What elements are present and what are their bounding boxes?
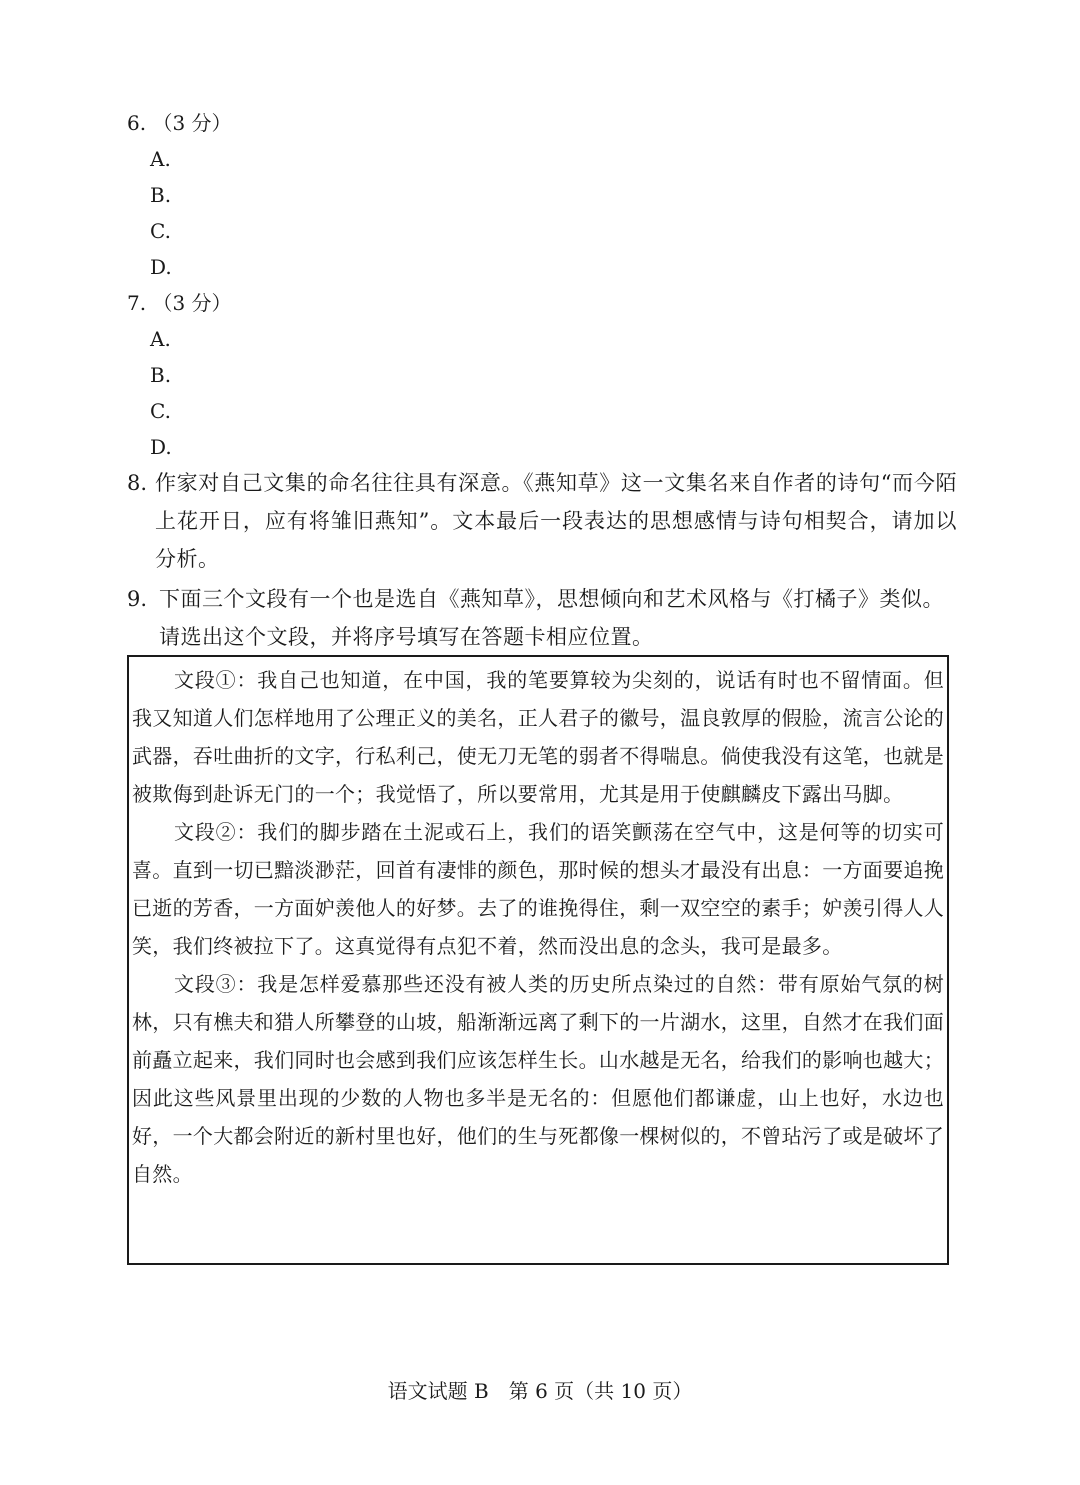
- question-6-option-c: C.: [150, 219, 171, 243]
- passage-1: 文段①：我自己也知道，在中国，我的笔要算较为尖刻的，说话有时也不留情面。但我又知道人们怎样地用了公理正义的美名，正人君子的徽号，温良敦厚的假脸，流言公论的武器，吞吐曲折的文字，行私利己，使无刀无笔的弱者不得喘息。倘使我没有这笔，也就是被欺侮到赴诉无门的一个；我觉悟了，所以要常用，尤其是用于使麒麟皮下露出马脚。: [132, 668, 944, 806]
- question-8-number: 8.: [127, 471, 148, 495]
- passage-3: 文段③：我是怎样爱慕那些还没有被人类的历史所点染过的自然：带有原始气氛的树林，只有樵夫和猎人所攀登的山坡，船渐渐远离了剩下的一片湖水，这里，自然才在我们面前矗立起来，我们同时也会感到我们应该怎样生长。山水越是无名，给我们的影响也越大；因此这些风景里出现的少数的人物也多半是无名的：但愿他们都谦虚，山上也好，水边也好，一个大都会附近的新村里也好，他们的生与死都像一棵树似的，不曾玷污了或是破坏了自然。: [132, 972, 944, 1186]
- question-6-header: 6. （3 分）: [127, 111, 232, 135]
- question-6-option-a: A.: [150, 147, 171, 171]
- question-7-option-c: C.: [150, 399, 171, 423]
- question-8: [127, 464, 957, 578]
- question-6-option-b: B.: [150, 183, 172, 207]
- page-footer: 语文试题 B 第 6 页（共 10 页）: [387, 1379, 693, 1403]
- question-7-option-d: D.: [150, 435, 172, 459]
- question-9: [127, 580, 957, 656]
- question-8-text: 作家对自己文集的命名往往具有深意。《燕知草》这一文集名来自作者的诗句“而今陌上花开日，应有将雏旧燕知”。文本最后一段表达的思想感情与诗句相契合，请加以分析。: [155, 471, 957, 571]
- question-9-text: 下面三个文段有一个也是选自《燕知草》，思想倾向和艺术风格与《打橘子》类似。请选出这个文段，并将序号填写在答题卡相应位置。: [159, 587, 944, 649]
- question-7-option-b: B.: [150, 363, 172, 387]
- question-6-option-d: D.: [150, 255, 172, 279]
- passage-box: [127, 655, 949, 1265]
- question-7-header: 7. （3 分）: [127, 291, 232, 315]
- passage-2: 文段②：我们的脚步踏在土泥或石上，我们的语笑颤荡在空气中，这是何等的切实可喜。直到一切已黯淡渺茫，回首有凄悱的颜色，那时候的想头才最没有出息：一方面要追挽已逝的芳香，一方面妒羡他人的好梦。去了的谁挽得住，剩一双空空的素手；妒羡引得人人笑，我们终被拉下了。这真觉得有点犯不着，然而没出息的念头，我可是最多。: [132, 820, 944, 958]
- question-9-number: 9.: [127, 587, 148, 611]
- question-7-option-a: A.: [150, 327, 171, 351]
